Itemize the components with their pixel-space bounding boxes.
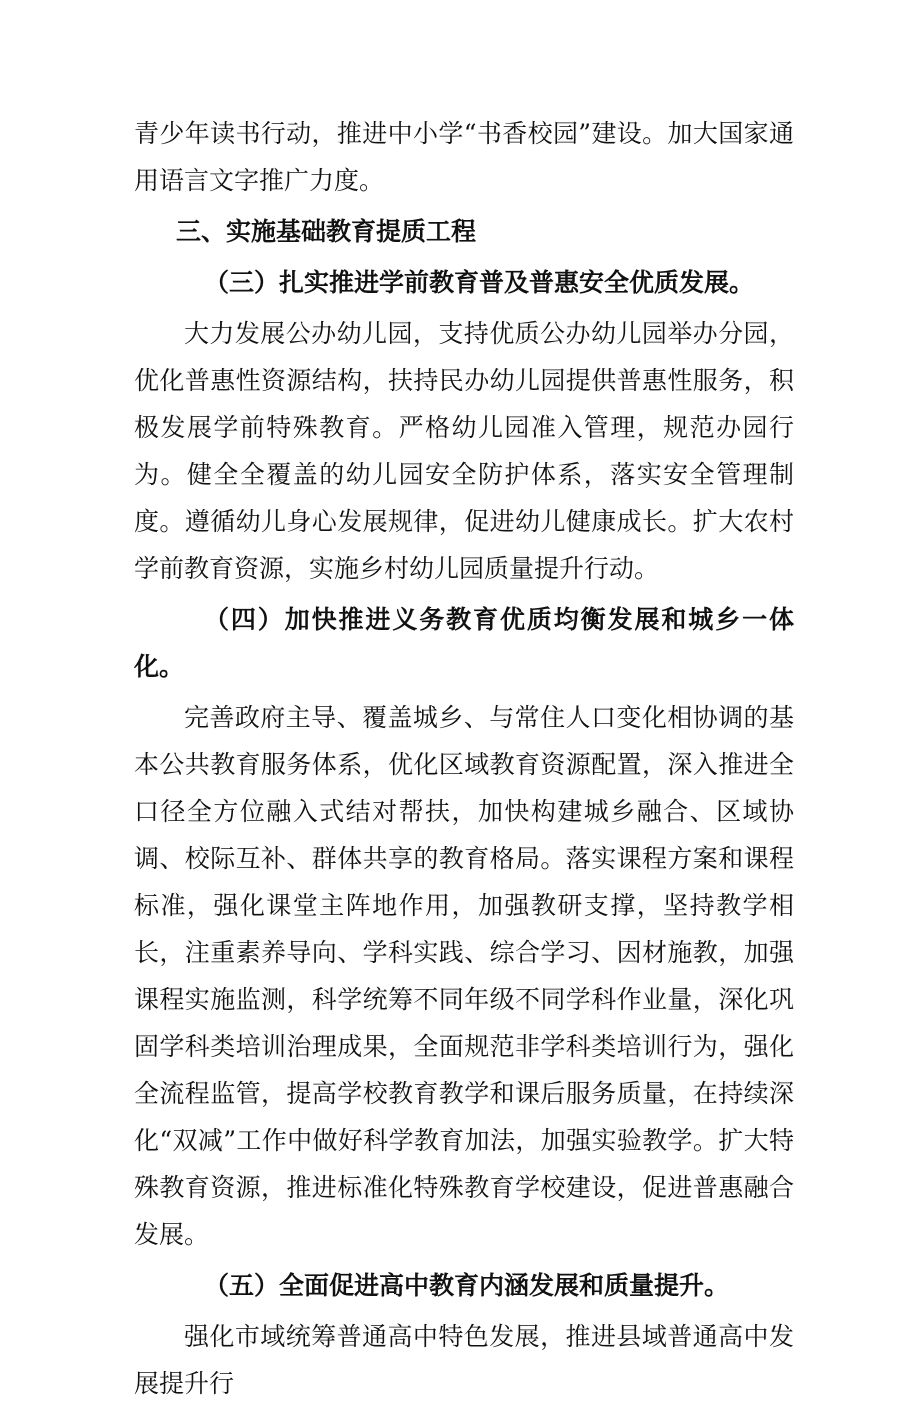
body-paragraph-preschool: 大力发展公办幼儿园，支持优质公办幼儿园举办分园，优化普惠性资源结构，扶持民办幼儿园提供普惠性服务，积极发展学前特殊教育。严格幼儿园准入管理，规范办园行为。健全全覆盖的幼儿园安全防护体系，落实安全管理制度。遵循幼儿身心发展规律，促进幼儿健康成长。扩大农村学前教育资源，实施乡村幼儿园质量提升行动。	[134, 319, 794, 583]
subsection-heading-compulsory: （四）加快推进义务教育优质均衡发展和城乡一体化。	[134, 605, 794, 681]
subsection-heading-preschool: （三）扎实推进学前教育普及普惠安全优质发展。	[204, 268, 755, 297]
document-body	[134, 110, 794, 1407]
body-paragraph-compulsory: 完善政府主导、覆盖城乡、与常住人口变化相协调的基本公共教育服务体系，优化区域教育资源配置，深入推进全口径全方位融入式结对帮扶，加快构建城乡融合、区域协调、校际互补、群体共享的教育格局。落实课程方案和课程标准，强化课堂主阵地作用，加强教研支撑，坚持教学相长，注重素养导向、学科实践、综合学习、因材施教，加强课程实施监测，科学统筹不同年级不同学科作业量，深化巩固学科类培训治理成果，全面规范非学科类培训行为，强化全流程监管，提高学校教育教学和课后服务质量，在持续深化“双减”工作中做好科学教育加法，加强实验教学。扩大特殊教育资源，推进标准化特殊教育学校建设，促进普惠融合发展。	[134, 703, 794, 1249]
body-paragraph-continuation: 青少年读书行动，推进中小学“书香校园”建设。加大国家通用语言文字推广力度。	[134, 119, 794, 195]
section-heading-three: 三、实施基础教育提质工程	[176, 217, 477, 246]
subsection-heading-high-school: （五）全面促进高中教育内涵发展和质量提升。	[204, 1271, 730, 1300]
body-paragraph-high-school: 强化市域统筹普通高中特色发展，推进县域普通高中发展提升行	[134, 1322, 794, 1398]
